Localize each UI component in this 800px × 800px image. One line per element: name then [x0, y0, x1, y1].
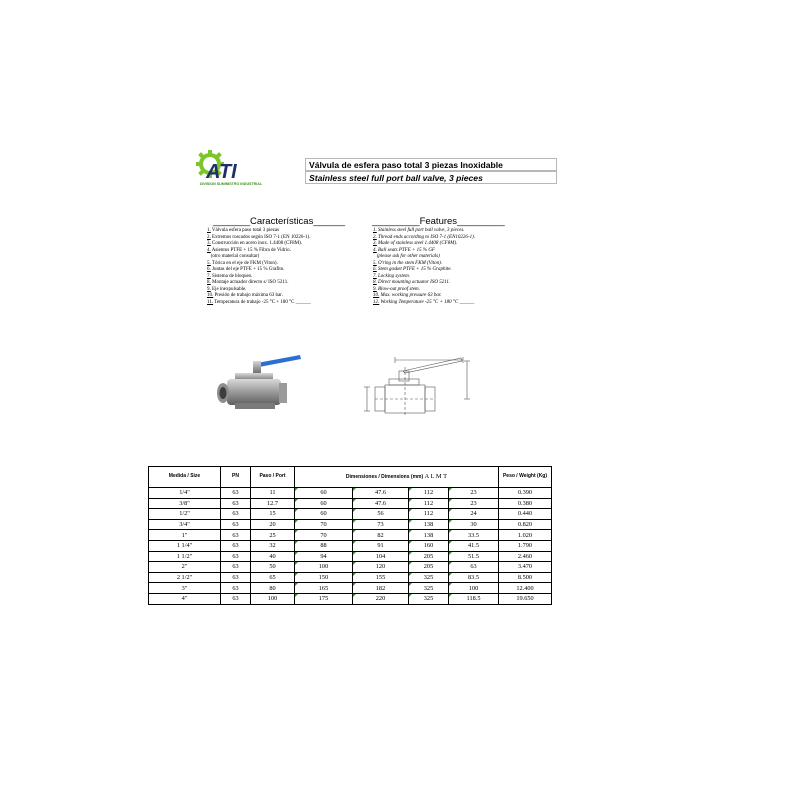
valve-technical-drawing — [355, 345, 475, 420]
list-item: 1. Válvula esfera paso total 3 piezas — [207, 228, 279, 233]
table-cell: 63 — [221, 593, 251, 604]
list-item: 1. Stainless steel full port ball valve, 3 pieces. — [373, 228, 465, 233]
table-cell: 88 — [295, 540, 353, 551]
table-row — [149, 540, 552, 551]
table-cell: 325 — [409, 572, 449, 583]
table-cell: 100 — [295, 562, 353, 573]
table-cell: 155 — [353, 572, 409, 583]
table-cell: 63 — [449, 562, 499, 573]
table-cell: 120 — [353, 562, 409, 573]
header-pn: PN — [221, 467, 251, 488]
table-cell: 112 — [409, 509, 449, 520]
table-cell: 91 — [353, 540, 409, 551]
table-cell: 118.5 — [449, 593, 499, 604]
table-row — [149, 519, 552, 530]
table-row — [149, 498, 552, 509]
table-cell: 138 — [409, 519, 449, 530]
table-cell: 83.5 — [449, 572, 499, 583]
caracteristicas-heading: _______Características______ — [213, 216, 346, 227]
table-cell: 63 — [221, 562, 251, 573]
list-item: 4. Asientos PTFE + 15 % Fibra de Vidrio. — [207, 247, 291, 253]
table-row — [149, 583, 552, 594]
table-cell: 63 — [221, 498, 251, 509]
logo-text: ATI — [206, 161, 237, 183]
table-cell: 80 — [251, 583, 295, 594]
table-cell: 0.440 — [499, 509, 552, 520]
list-item: 10. Presión de trabajo máxima 63 bar. — [207, 293, 283, 298]
table-cell: 1.790 — [499, 540, 552, 551]
table-cell: 63 — [221, 509, 251, 520]
list-item: (please ask for other materials) — [376, 254, 440, 259]
list-item: 2. Extremos roscados según ISO 7-1 (EN 10226-1). — [207, 234, 311, 240]
table-cell: 220 — [353, 593, 409, 604]
table-cell: 1" — [149, 530, 221, 541]
list-item: 12. Working Temperature -25 °C + 180 °C ______ — [373, 299, 475, 305]
table-cell: 15 — [251, 509, 295, 520]
table-cell: 94 — [295, 551, 353, 562]
table-cell: 325 — [409, 583, 449, 594]
features-list — [373, 228, 475, 306]
table-row — [149, 593, 552, 604]
table-cell: 182 — [353, 583, 409, 594]
table-cell: 60 — [295, 488, 353, 499]
table-cell: 12.7 — [251, 498, 295, 509]
table-cell: 8.500 — [499, 572, 552, 583]
table-cell: 23 — [449, 498, 499, 509]
table-cell: 175 — [295, 593, 353, 604]
table-cell: 63 — [221, 572, 251, 583]
table-cell: 47.6 — [353, 488, 409, 499]
table-cell: 100 — [251, 593, 295, 604]
table-row — [149, 562, 552, 573]
table-cell: 1/2" — [149, 509, 221, 520]
table-cell: 3/4" — [149, 519, 221, 530]
table-cell: 112 — [409, 498, 449, 509]
list-item: 9. Blow-out proof stem. — [373, 286, 420, 292]
header-dimensions: Dimensiones / Dimensions (mm) A L M T — [295, 467, 499, 488]
list-item: (otro material consultar) — [210, 254, 260, 259]
table-cell: 104 — [353, 551, 409, 562]
table-cell: 1 1/4" — [149, 540, 221, 551]
table-cell: 2.460 — [499, 551, 552, 562]
table-cell: 205 — [409, 551, 449, 562]
table-cell: 63 — [221, 519, 251, 530]
table-cell: 30 — [449, 519, 499, 530]
header-port: Paso / Port — [251, 467, 295, 488]
table-cell: 1.020 — [499, 530, 552, 541]
table-cell: 2 1/2" — [149, 572, 221, 583]
list-item: 4. Ball seats PTFE + 15 % GF — [373, 247, 435, 253]
valve-photo — [205, 345, 305, 420]
handle-lever — [257, 355, 301, 367]
list-item: 11. Temperatura de trabajo -25 °C + 180 °C ______ — [207, 299, 311, 305]
header-weight: Peso / Weight (Kg) — [499, 467, 552, 488]
table-cell: 70 — [295, 530, 353, 541]
table-row — [149, 509, 552, 520]
table-cell: 165 — [295, 583, 353, 594]
table-cell: 40 — [251, 551, 295, 562]
table-cell: 112 — [409, 488, 449, 499]
table-cell: 0.390 — [499, 488, 552, 499]
table-cell: 100 — [449, 583, 499, 594]
table-cell: 56 — [353, 509, 409, 520]
table-cell: 60 — [295, 509, 353, 520]
table-row — [149, 551, 552, 562]
table-cell: 47.6 — [353, 498, 409, 509]
table-cell: 3/8" — [149, 498, 221, 509]
table-cell: 3" — [149, 583, 221, 594]
table-cell: 0.820 — [499, 519, 552, 530]
table-body — [149, 488, 552, 605]
table-cell: 20 — [251, 519, 295, 530]
table-cell: 11 — [251, 488, 295, 499]
table-cell: 25 — [251, 530, 295, 541]
table-cell: 19.650 — [499, 593, 552, 604]
table-row — [149, 530, 552, 541]
table-cell: 82 — [353, 530, 409, 541]
list-item: 10. Max. working pressure 63 bar. — [373, 293, 442, 298]
table-cell: 70 — [295, 519, 353, 530]
table-cell: 41.5 — [449, 540, 499, 551]
list-item: 7. Sistema de bloqueo. — [207, 273, 253, 279]
table-cell: 325 — [409, 593, 449, 604]
title-spanish: Válvula de esfera paso total 3 piezas Inoxidable — [305, 158, 557, 171]
features-heading: _________Features_________ — [372, 216, 505, 227]
list-item: 2. Thread ends according to ISO 7-1 (EN10226-1). — [373, 234, 475, 240]
table-cell: 12.400 — [499, 583, 552, 594]
spec-table — [148, 466, 552, 605]
table-header-row — [149, 467, 552, 488]
list-item: 8. Montaje actuador directo s/ ISO 5211. — [207, 280, 289, 285]
table-cell: 60 — [295, 498, 353, 509]
title-english: Stainless steel full port ball valve, 3 pieces — [305, 171, 557, 184]
table-cell: 23 — [449, 488, 499, 499]
table-cell: 150 — [295, 572, 353, 583]
table-cell: 24 — [449, 509, 499, 520]
table-row — [149, 572, 552, 583]
table-cell: 63 — [221, 540, 251, 551]
table-cell: 73 — [353, 519, 409, 530]
table-cell: 3.470 — [499, 562, 552, 573]
table-cell: 33.5 — [449, 530, 499, 541]
header-size: Medida / Size — [149, 467, 221, 488]
table-row — [149, 488, 552, 499]
table-cell: 0.380 — [499, 498, 552, 509]
logo-subtitle: DIVISION SUMINISTRO INDUSTRIAL — [199, 182, 263, 186]
table-cell: 32 — [251, 540, 295, 551]
list-item: 3. Made of stainless steel 1.4408 (CF8M). — [373, 241, 458, 246]
caracteristicas-list — [207, 228, 311, 306]
list-item: 3. Construcción en acero inox. 1.4408 (CF8M). — [207, 241, 302, 246]
table-cell: 63 — [221, 551, 251, 562]
table-cell: 51.5 — [449, 551, 499, 562]
table-cell: 1/4" — [149, 488, 221, 499]
list-item: 6. Stem gasket PTFE + 15 % Graphite. — [373, 267, 452, 272]
table-cell: 205 — [409, 562, 449, 573]
table-cell: 63 — [221, 583, 251, 594]
table-cell: 4" — [149, 593, 221, 604]
table-cell: 65 — [251, 572, 295, 583]
table-cell: 138 — [409, 530, 449, 541]
table-cell: 63 — [221, 488, 251, 499]
table-cell: 50 — [251, 562, 295, 573]
table-cell: 1 1/2" — [149, 551, 221, 562]
list-item: 5. O'ring in the stem FKM (Viton). — [373, 260, 443, 266]
table-cell: 160 — [409, 540, 449, 551]
table-cell: 63 — [221, 530, 251, 541]
list-item: 5. Tórica en el eje de FKM (Viton). — [207, 260, 278, 266]
list-item: 7. Locking system. — [373, 273, 410, 279]
list-item: 6. Juntas del eje PTFE + 15 % Grafito. — [207, 267, 285, 272]
list-item: 9. Eje inexpulsable. — [207, 286, 247, 292]
list-item: 8. Direct mounting actuator ISO 5211. — [373, 280, 451, 285]
table-cell: 2" — [149, 562, 221, 573]
